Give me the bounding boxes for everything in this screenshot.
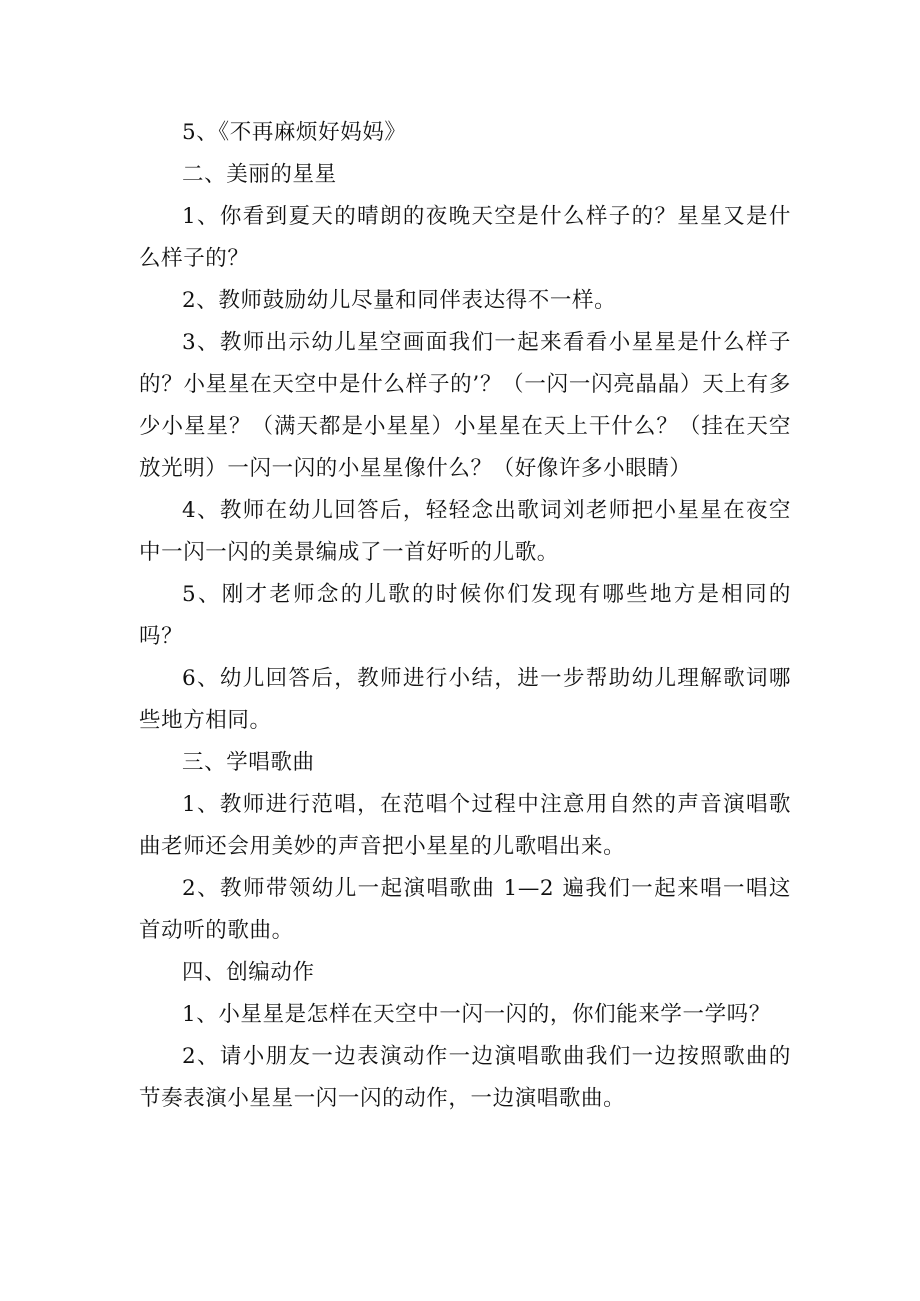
list-item: 5、刚才老师念的儿歌的时候你们发现有哪些地方是相同的吗？ <box>139 582 791 649</box>
list-item: 6、幼儿回答后，教师进行小结，进一步帮助幼儿理解歌词哪些地方相同。 <box>139 666 791 733</box>
list-item: 1、你看到夏天的晴朗的夜晚天空是什么样子的？星星又是什么样子的？ <box>139 204 791 271</box>
list-item: 4、教师在幼儿回答后，轻轻念出歌词刘老师把小星星在夜空中一闪一闪的美景编成了一首好听的儿歌。 <box>139 498 791 565</box>
list-item: 2、教师带领幼儿一起演唱歌曲 1—2 遍我们一起来唱一唱这首动听的歌曲。 <box>139 876 791 943</box>
document-body <box>139 112 791 1120</box>
section-heading: 四、创编动作 <box>182 960 315 985</box>
list-item: 1、小星星是怎样在天空中一闪一闪的，你们能来学一学吗？ <box>182 1002 771 1027</box>
list-item: 3、教师出示幼儿星空画面我们一起来看看小星星是什么样子的？小星星在天空中是什么样子的’？（一闪一闪亮晶晶）天上有多少小星星？（满天都是小星星）小星星在天上干什么？（挂在天空放光明）一闪一闪的小星星像什么？（好像许多小眼睛） <box>139 330 791 481</box>
list-item: 2、请小朋友一边表演动作一边演唱歌曲我们一边按照歌曲的节奏表演小星星一闪一闪的动作，一边演唱歌曲。 <box>139 1044 791 1111</box>
section-heading: 三、学唱歌曲 <box>182 750 315 775</box>
list-item: 1、教师进行范唱，在范唱个过程中注意用自然的声音演唱歌曲老师还会用美妙的声音把小星星的儿歌唱出来。 <box>139 792 791 859</box>
section-heading: 二、美丽的星星 <box>182 162 337 187</box>
list-item: 5、《不再麻烦好妈妈》 <box>182 120 407 145</box>
list-item: 2、教师鼓励幼儿尽量和同伴表达得不一样。 <box>182 288 617 313</box>
